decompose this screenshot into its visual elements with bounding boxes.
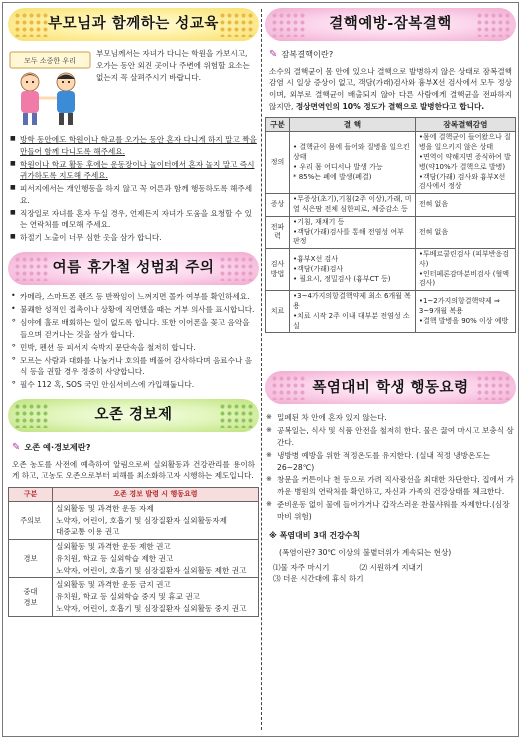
health-rule: ⑴물 자주 마시기 [273,562,330,572]
left-column [8,8,259,731]
pencil-icon: ✎ [269,49,278,60]
banner-dots-decoration [14,256,48,281]
health-rule: ⑵ 시원하게 지내기 [359,562,424,572]
banner-dots-decoration [219,256,253,281]
list-item: ※ 공복일는, 식사 및 식품 안전을 철저히 한다. 물은 끓여 마시고 보충식 삼간다. [265,425,516,449]
banner-title: 여름 휴가철 성범죄 주의 [52,260,215,277]
table-header: 구분 [266,117,290,132]
banner-dots-decoration [476,12,510,37]
list-item: ∘ 모르는 사람과 대화를 나눔거나 호의를 베풀어 감사하다며 음료수나 음식 등을 권할 경우 정중히 사양합니다. [8,355,259,379]
table-row: 검사 방법 •흉부X선 검사 •객담(가래)검사 • 필요시, 정밀검사 (흉부CT 등) •투베르쿨린검사 (피부반응검사) •인터페론감마분비검사 (혈액검사) [266,249,516,291]
table-row: 경보 실외활동 및 과격한 운동 제한 권고 유치원, 학교 등 실외학습 제한 권고 노약자, 어린이, 호흡기 및 심장질환자 실외활동 제한 권고 [9,540,259,578]
banner-dots-decoration [476,375,510,400]
table-row: 주의보 실외활동 및 과격한 운동 자제 노약자, 어린이, 호흡기 및 심장질환자 실외활동자제 대중교통 이용 권고 [9,501,259,539]
table-row: 증상 •무증상(초기),기침(2주 이상),가래, 미열 식은땀 전체 심한피로, 체중감소 등 전혀 없음 [266,194,516,217]
tb-table [265,117,516,334]
table-header: 오존 경보 발령 시 행동요령 [53,488,259,502]
banner-dots-decoration [14,403,48,428]
table-row: 치료 •3~4가지의항결핵약제 최소 6개월 복용 •치료 시작 2주 이내 대부분 전염성 소실 •1~2가지의항결핵약제 ⇒ 3~9개월 복용 •결핵 발병을 90% 이상 예방 [266,291,516,333]
list-item: ■ 학원이나 학교 활동 후에는 운동장이나 놀이터에서 혼자 놀지 말고 즉시 귀가하도록 지도해 주세요. [8,159,259,183]
list-item: ∘ 심야에 홀로 배회하는 일이 없도록 합니다. 또한 이어폰을 꽂고 음악을 들으며 걷거나는 것을 삼가 합니다. [8,317,259,341]
right-column [265,8,516,731]
banner-dots-decoration [271,375,305,400]
heatwave-list [265,412,516,522]
summer-crime-banner [8,252,259,285]
ozone-banner [8,399,259,432]
ozone-subtitle: ✎ 오존 예·경보제란? [12,440,259,456]
list-item: ■ 피서지에서는 개인행동을 하지 않고 꼭 어른과 함께 행동하도록 해주세요. [8,183,259,207]
list-item: ■ 방학 동안에도 학원이나 학교를 오가는 동안 혼자 다니게 하지 말고 짝을 만들어 함께 다니도록 해주세요. [8,134,259,158]
tb-text: 소수의 결핵균이 몸 안에 있으나 결핵으로 발병하지 않은 상태로 잠복결핵 감염 시 일상 증상이 없고, 객담(가래)검사와 흉부X선 검사에서 모두 정상이며, 외부로 결핵균이 배출되지 않아 다른 사람에게 결핵균을 전파하지 않지만, 정상면역인의 10% 정도가 결핵으로 발병한다고 합니다. [269,66,512,111]
newsletter-page [2,2,519,737]
table-row: 전파 력 •기침, 재채기 등 •객담(가래)검사를 통해 전염성 여부 판정 전혀 없음 [266,216,516,248]
heatwave-banner [265,371,516,404]
table-header: 결 핵 [290,117,416,132]
sex-education-banner [8,8,259,41]
health-rules-row [265,562,516,574]
tb-subtitle: ✎ 잠복결핵이란? [269,47,516,63]
illustration-sign-text: 모두 소중한 우리 [24,57,76,65]
banner-title: 결핵예방-잠복결핵 [329,16,452,33]
table-header: 구분 [9,488,53,502]
banner-dots-decoration [14,12,48,37]
list-item: ※ 밀폐된 차 안에 혼자 있지 않는다. [265,412,516,424]
banner-title: 부모님과 함께하는 성교육 [48,16,219,33]
ozone-table [8,487,259,617]
list-item: ※ 냉방병 예방을 위한 적정온도를 유지한다. (실내 적정 냉방온도는 26~28℃) [265,450,516,474]
health-rule: ⑶ 더운 시간대에 휴식 하기 [273,574,364,584]
banner-dots-decoration [219,12,253,37]
safety-list [8,134,259,244]
table-header: 잠복결핵감염 [415,117,515,132]
children-illustration [8,48,92,128]
list-item: ∘ 필수 112 혹, SOS 국민 안심서비스에 가입해둡니다. [8,379,259,391]
list-item: ∘ 민박, 펜션 등 피서지 숙박지 문단속을 철저히 합니다. [8,342,259,354]
banner-title: 오존 경보제 [94,407,173,424]
banner-dots-decoration [219,403,253,428]
banner-title: 폭염대비 학생 행동요령 [312,379,469,396]
table-row: 정의 • 결핵균이 몸에 들어와 질병을 일으킨 상태 • 우리 몸 어디서나 발생 가능 * 85%는 폐에 발생(폐결) •몸에 결핵균이 들어왔으나 질병을 일으키지 않은 상태 •면역이 약해지면 증식하여 발병(약10%가 결핵으로 발병) •객담(가래) 검사와 흉부X선 검사에서 정상 [266,132,516,194]
list-item: ■ 직장일로 자녀를 혼자 두실 경우, 언제든지 자녀가 도움을 요청할 수 있는 연락처를 메모해 주세요. [8,208,259,232]
tb-banner [265,8,516,41]
crime-prevention-list [8,291,259,316]
intro-text: 부모님께서는 자녀가 다니는 학원을 가보시고, 오가는 동안 외진 곳이나 주변에 위험할 요소는 없는지 꼭 살펴주시기 바랍니다. [96,49,250,83]
list-item: • 카메라, 스마트폰 렌즈 등 반짝임이 느껴지면 몰카 여부를 확인하세요. [8,291,259,303]
list-item: ■ 하절기 노출이 너무 심한 옷을 삼가 합니다. [8,232,259,244]
crime-tips-list [8,317,259,391]
banner-dots-decoration [271,12,305,37]
table-row: 중대 경보 실외활동 및 과격한 운동 금지 권고 유치원, 학교 등 실외학습 중지 및 휴교 권고 노약자, 어린이, 호흡기 및 심장질환자 실외활동 중지 권고 [9,578,259,616]
list-item: • 불쾌한 성적인 접촉이나 상황에 직면했을 때는 거부 의사를 표시합니다. [8,304,259,316]
column-divider [261,9,262,730]
pencil-icon: ✎ [12,442,21,454]
list-item: ※ 준비운동 없이 물에 들어가거나 갑작스러운 찬물샤워를 자제한다.(심장마비 위험) [265,499,516,523]
ozone-text: 오존 농도를 사전에 예측하여 알림으로써 실외활동과 건강관리를 용이하게 하고, 고농도 오존으로부터 피해를 최소화하고자 시행하는 제도입니다. [12,459,255,481]
health-rules-title: ※ 폭염대비 3대 건강수칙 [269,531,361,541]
heatwave-definition: (폭염이란? 30℃ 이상의 불볕더위가 계속되는 현상) [279,547,452,557]
list-item: ※ 창문을 커튼이나 천 등으로 가려 직사광선을 최대한 차단한다. 집에서 가까운 병원의 연락처를 확인하고, 자신과 가족의 건강상태를 체크한다. [265,474,516,498]
